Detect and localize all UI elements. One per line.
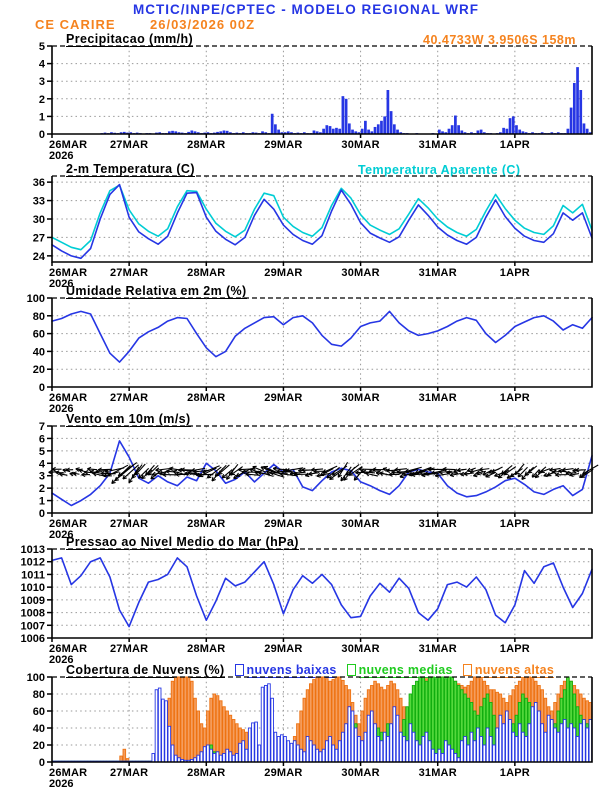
svg-text:5: 5 <box>38 445 45 458</box>
svg-text:40: 40 <box>32 723 45 735</box>
svg-text:31MAR: 31MAR <box>418 518 457 530</box>
svg-text:31MAR: 31MAR <box>418 643 457 655</box>
svg-text:27: 27 <box>32 232 45 245</box>
svg-text:26MAR: 26MAR <box>49 518 88 530</box>
svg-text:6: 6 <box>38 433 45 446</box>
svg-text:40: 40 <box>32 346 45 359</box>
svg-text:30MAR: 30MAR <box>341 518 380 530</box>
svg-text:2026: 2026 <box>49 529 74 541</box>
panel-title-clouds: Cobertura de Nuvens (%) <box>66 663 225 677</box>
svg-text:1013: 1013 <box>20 544 45 556</box>
svg-text:28MAR: 28MAR <box>187 767 226 779</box>
svg-text:29MAR: 29MAR <box>264 767 303 779</box>
panel-title-wind: Vento em 10m (m/s) <box>66 412 191 426</box>
svg-text:3: 3 <box>38 470 45 483</box>
svg-text:31MAR: 31MAR <box>418 267 457 279</box>
svg-text:30MAR: 30MAR <box>341 643 380 655</box>
svg-text:1006: 1006 <box>20 633 45 645</box>
svg-text:30MAR: 30MAR <box>341 267 380 279</box>
panel-clouds <box>27 672 592 790</box>
svg-text:60: 60 <box>32 706 45 718</box>
svg-text:26MAR: 26MAR <box>49 139 88 151</box>
svg-text:100: 100 <box>26 293 45 305</box>
svg-text:27MAR: 27MAR <box>109 267 149 279</box>
svg-text:26MAR: 26MAR <box>49 643 88 655</box>
svg-text:29MAR: 29MAR <box>264 392 303 404</box>
svg-text:0: 0 <box>38 382 45 394</box>
legend-apparent-temperature: Temperatura Aparente (C) <box>358 163 521 177</box>
svg-text:5: 5 <box>38 41 45 53</box>
svg-text:1APR: 1APR <box>499 139 530 151</box>
svg-text:24: 24 <box>32 250 45 263</box>
svg-text:1007: 1007 <box>20 620 45 633</box>
svg-text:31MAR: 31MAR <box>418 392 457 404</box>
panel-title-temperature: 2-m Temperatura (C) <box>66 162 195 176</box>
panel-title-precipitation: Precipitacao (mm/h) <box>66 32 194 46</box>
svg-text:27MAR: 27MAR <box>109 767 149 779</box>
svg-text:0: 0 <box>38 508 45 520</box>
svg-text:2026: 2026 <box>49 278 74 290</box>
legend-mid-clouds-label: nuvens medias <box>358 663 453 677</box>
model-run-datetime: 26/03/2026 00Z <box>150 17 256 32</box>
svg-text:3: 3 <box>38 76 45 89</box>
svg-text:1008: 1008 <box>20 607 45 620</box>
svg-text:26MAR: 26MAR <box>49 767 88 779</box>
svg-text:1009: 1009 <box>20 594 45 607</box>
svg-text:60: 60 <box>32 328 45 341</box>
svg-text:1010: 1010 <box>20 582 45 595</box>
svg-text:29MAR: 29MAR <box>264 267 303 279</box>
svg-text:28MAR: 28MAR <box>187 392 226 404</box>
svg-text:2: 2 <box>38 483 45 496</box>
panel-mslp <box>21 544 592 666</box>
svg-text:27MAR: 27MAR <box>109 518 149 530</box>
svg-text:1: 1 <box>38 111 45 124</box>
panel-title-pressure: Pressao ao Nivel Medio do Mar (hPa) <box>66 535 299 549</box>
svg-text:29MAR: 29MAR <box>264 139 303 151</box>
svg-text:28MAR: 28MAR <box>187 139 226 151</box>
svg-text:20: 20 <box>32 740 45 752</box>
svg-text:31MAR: 31MAR <box>418 767 457 779</box>
svg-text:1APR: 1APR <box>499 392 530 404</box>
svg-text:80: 80 <box>32 310 45 323</box>
svg-text:1012: 1012 <box>20 556 45 569</box>
svg-text:2026: 2026 <box>49 150 74 162</box>
svg-text:4: 4 <box>38 58 45 71</box>
svg-text:2026: 2026 <box>49 403 74 415</box>
svg-text:1APR: 1APR <box>499 518 530 530</box>
panel-title-humidity: Umidade Relativa em 2m (%) <box>66 284 247 298</box>
svg-text:28MAR: 28MAR <box>187 267 226 279</box>
svg-text:30MAR: 30MAR <box>341 767 380 779</box>
panel-wind10m <box>39 421 598 541</box>
svg-text:2: 2 <box>38 93 45 106</box>
legend-low-clouds-label: nuvens baixas <box>246 663 337 677</box>
panel-temp2m <box>33 176 592 290</box>
svg-text:0: 0 <box>38 757 45 769</box>
svg-text:1011: 1011 <box>21 569 45 582</box>
svg-text:26MAR: 26MAR <box>49 267 88 279</box>
svg-text:1: 1 <box>38 495 45 508</box>
svg-text:28MAR: 28MAR <box>187 518 226 530</box>
svg-text:2026: 2026 <box>49 778 74 790</box>
svg-text:4: 4 <box>38 458 45 471</box>
svg-text:36: 36 <box>32 177 45 190</box>
svg-text:100: 100 <box>26 672 45 684</box>
svg-text:30: 30 <box>32 214 45 226</box>
svg-text:28MAR: 28MAR <box>187 643 226 655</box>
svg-text:1APR: 1APR <box>499 643 530 655</box>
panel-rh2m <box>27 293 592 415</box>
svg-text:27MAR: 27MAR <box>109 643 149 655</box>
svg-text:30MAR: 30MAR <box>341 392 380 404</box>
svg-text:27MAR: 27MAR <box>109 139 149 151</box>
station-name: CE CARIRE <box>35 17 116 32</box>
svg-text:29MAR: 29MAR <box>264 643 303 655</box>
svg-text:29MAR: 29MAR <box>264 518 303 530</box>
svg-text:0: 0 <box>38 129 45 141</box>
station-coordinates: 40.4733W 3.9506S 158m <box>423 33 576 47</box>
svg-text:2026: 2026 <box>49 654 74 666</box>
svg-text:30MAR: 30MAR <box>341 139 380 151</box>
svg-text:27MAR: 27MAR <box>109 392 149 404</box>
svg-text:20: 20 <box>32 364 45 377</box>
svg-text:1APR: 1APR <box>499 767 530 779</box>
svg-text:31MAR: 31MAR <box>418 139 457 151</box>
svg-text:1APR: 1APR <box>499 267 530 279</box>
panel-precip <box>39 41 592 162</box>
svg-text:33: 33 <box>32 195 45 208</box>
svg-text:7: 7 <box>38 421 45 433</box>
legend-high-clouds-label: nuvens altas <box>474 663 555 677</box>
svg-text:26MAR: 26MAR <box>49 392 88 404</box>
page-title: MCTIC/INPE/CPTEC - MODELO REGIONAL WRF <box>133 2 479 17</box>
svg-text:80: 80 <box>32 689 45 701</box>
